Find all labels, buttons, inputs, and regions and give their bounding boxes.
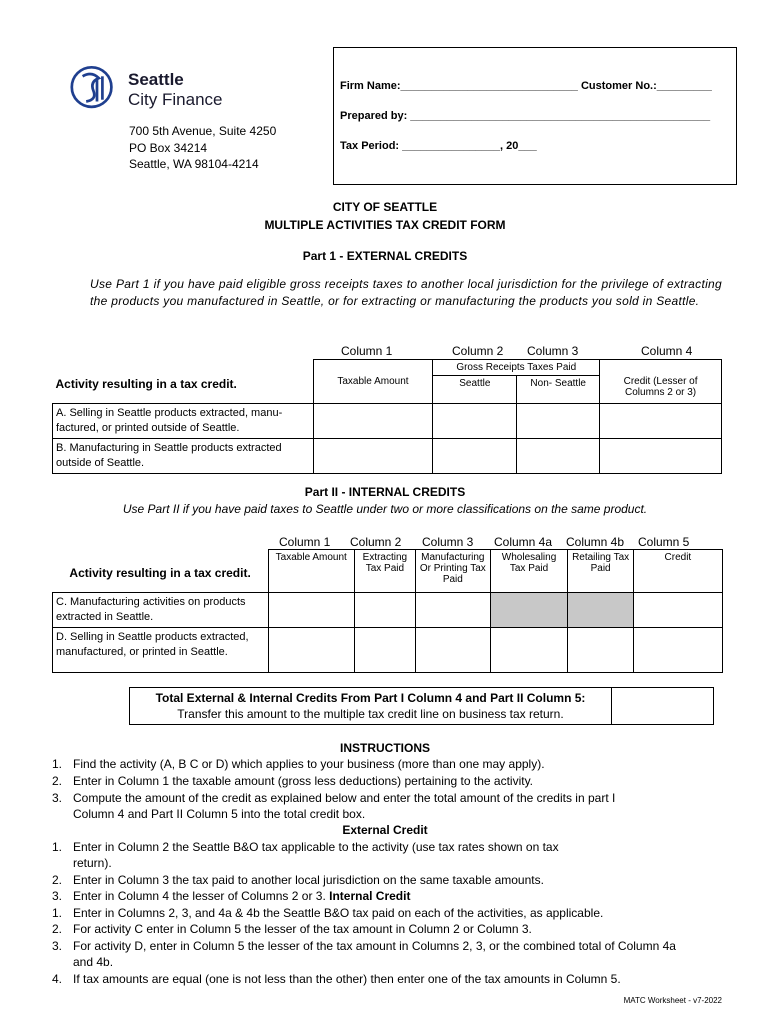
form-title-line1: CITY OF SEATTLE bbox=[332, 200, 438, 214]
form-title-line2: MULTIPLE ACTIVITIES TAX CREDIT FORM bbox=[264, 218, 506, 232]
p1-col1-label: Column 1 bbox=[341, 344, 393, 358]
instr-item-3-cont: Column 4 and Part II Column 5 into the total credit box. bbox=[73, 807, 366, 821]
p1-gross-receipts-header: Gross Receipts Taxes Paid bbox=[433, 360, 600, 376]
p1-col4-label: Column 4 bbox=[641, 344, 693, 358]
p1-row-a-col1[interactable] bbox=[313, 404, 433, 439]
int-item-3: 3. For activity D, enter in Column 5 the lesser of the tax amount in Columns 2, 3, or the combined total of Column 4a bbox=[52, 939, 676, 953]
p2-row-c-col5[interactable] bbox=[633, 593, 722, 628]
int-item-4: 4. If tax amounts are equal (one is not less than the other) then enter one of the tax amounts in Column 5. bbox=[52, 972, 621, 986]
p1-row-a-col4[interactable] bbox=[600, 404, 722, 439]
instructions-heading: INSTRUCTIONS bbox=[340, 741, 430, 755]
p1-row-b-col4[interactable] bbox=[600, 439, 722, 474]
ext-item-3: 3. Enter in Column 4 the lesser of Columns 2 or 3. Internal Credit bbox=[52, 889, 411, 903]
p2-row-d-label: D. Selling in Seattle products extracted, manufactured, or printed in Seattle. bbox=[53, 628, 269, 673]
p2-row-c-label: C. Manufacturing activities on products extracted in Seattle. bbox=[53, 593, 269, 628]
address-line-1: 700 5th Avenue, Suite 4250 bbox=[129, 124, 277, 138]
footer-version: MATC Worksheet - v7-2022 bbox=[623, 996, 722, 1005]
p2-col5-label: Column 5 bbox=[638, 535, 690, 549]
p2-col4a-label: Column 4a bbox=[494, 535, 553, 549]
int-item-1: 1. Enter in Columns 2, 3, and 4a & 4b the Seattle B&O tax paid on each of the activities, as applicable. bbox=[52, 906, 604, 920]
p2-row-d-col2[interactable] bbox=[354, 628, 415, 673]
p2-row-d-col3[interactable] bbox=[415, 628, 490, 673]
p2-row-c-col1[interactable] bbox=[268, 593, 354, 628]
external-credit-heading: External Credit bbox=[342, 823, 428, 837]
p2-col2-label: Column 2 bbox=[350, 535, 402, 549]
p1-credit-header: Credit (Lesser of Columns 2 or 3) bbox=[600, 360, 722, 404]
p1-col2-label: Column 2 bbox=[452, 344, 504, 358]
logo-title: Seattle bbox=[128, 70, 184, 89]
tax-period-field[interactable]: Tax Period: ________________, 20___ bbox=[340, 140, 537, 152]
p1-non-seattle-header: Non- Seattle bbox=[517, 376, 600, 404]
logo-subtitle: City Finance bbox=[128, 90, 223, 109]
prepared-by-field[interactable]: Prepared by: _________________________________________________ bbox=[340, 110, 711, 122]
p2-manufacturing-header: Manufacturing Or Printing Tax Paid bbox=[415, 550, 490, 593]
p2-col1-label: Column 1 bbox=[279, 535, 331, 549]
seattle-logo-icon bbox=[70, 64, 124, 112]
p2-row-c-col3[interactable] bbox=[415, 593, 490, 628]
p2-row-c-col4b-shaded bbox=[568, 593, 633, 628]
p1-row-b-col1[interactable] bbox=[313, 439, 433, 474]
p2-row-d-col4b[interactable] bbox=[568, 628, 633, 673]
ext-item-1: 1. Enter in Column 2 the Seattle B&O tax applicable to the activity (use tax rates shown on tax bbox=[52, 840, 559, 854]
p2-row-d-col4a[interactable] bbox=[490, 628, 568, 673]
p1-activity-header: Activity resulting in a tax credit. bbox=[55, 377, 237, 391]
p2-col3-label: Column 3 bbox=[422, 535, 474, 549]
p2-row-d-col5[interactable] bbox=[633, 628, 722, 673]
part1-intro: Use Part 1 if you have paid eligible gross receipts taxes to another local jurisdiction for the privilege of extracting the products you manufactured in Seattle, or for extracting or manufacturing the products you sold in Seattle. bbox=[90, 277, 722, 308]
p1-row-b-col3[interactable] bbox=[517, 439, 600, 474]
p2-wholesaling-header: Wholesaling Tax Paid bbox=[490, 550, 568, 593]
p1-row-a-label: A. Selling in Seattle products extracted, manu-factured, or printed outside of Seattle. bbox=[53, 404, 314, 439]
part1-table bbox=[52, 359, 722, 474]
ext-item-2: 2. Enter in Column 3 the tax paid to another local jurisdiction on the same taxable amounts. bbox=[52, 873, 544, 887]
part2-table bbox=[52, 549, 723, 673]
p1-col3-label: Column 3 bbox=[527, 344, 579, 358]
instr-item-3: 3. Compute the amount of the credit as explained below and enter the total amount of the credits in part I bbox=[52, 791, 616, 805]
p1-row-b-col2[interactable] bbox=[433, 439, 517, 474]
part1-heading: Part 1 - EXTERNAL CREDITS bbox=[302, 249, 468, 263]
p1-row-b-label: B. Manufacturing in Seattle products extracted outside of Seattle. bbox=[53, 439, 314, 474]
total-credit-input[interactable] bbox=[612, 688, 714, 725]
total-credits-box bbox=[129, 687, 714, 725]
p2-retailing-header: Retailing Tax Paid bbox=[568, 550, 633, 593]
total-line2: Transfer this amount to the multiple tax credit line on business tax return. bbox=[177, 707, 564, 721]
firm-name-field[interactable]: Firm Name:_____________________________ Customer No.:_________ bbox=[340, 80, 712, 92]
total-line1: Total External & Internal Credits From Part I Column 4 and Part II Column 5: bbox=[155, 691, 586, 705]
p2-row-c-col4a-shaded bbox=[490, 593, 568, 628]
p1-taxable-amount-header: Taxable Amount bbox=[313, 360, 433, 404]
p2-credit-header: Credit bbox=[633, 550, 722, 593]
ext-item-1-cont: return). bbox=[73, 856, 112, 870]
p1-row-a-col2[interactable] bbox=[433, 404, 517, 439]
address-line-3: Seattle, WA 98104-4214 bbox=[129, 157, 259, 171]
int-item-2: 2. For activity C enter in Column 5 the lesser of the tax amount in Column 2 or Column 3. bbox=[52, 922, 532, 936]
p2-col4b-label: Column 4b bbox=[566, 535, 625, 549]
part2-heading: Part II - INTERNAL CREDITS bbox=[304, 485, 466, 499]
part2-intro: Use Part II if you have paid taxes to Seattle under two or more classifications on the same product. bbox=[122, 502, 648, 516]
address-line-2: PO Box 34214 bbox=[129, 141, 208, 155]
instr-item-1: 1. Find the activity (A, B C or D) which applies to your business (more than one may apply). bbox=[52, 757, 545, 771]
p2-activity-header: Activity resulting in a tax credit. bbox=[69, 566, 251, 580]
p2-row-d-col1[interactable] bbox=[268, 628, 354, 673]
p2-extracting-header: Extracting Tax Paid bbox=[354, 550, 415, 593]
instr-item-2: 2. Enter in Column 1 the taxable amount (gross less deductions) pertaining to the activity. bbox=[52, 774, 534, 788]
p1-seattle-header: Seattle bbox=[433, 376, 517, 404]
int-item-3-cont: and 4b. bbox=[73, 955, 114, 969]
p2-row-c-col2[interactable] bbox=[354, 593, 415, 628]
internal-credit-heading: Internal Credit bbox=[329, 889, 411, 903]
p1-row-a-col3[interactable] bbox=[517, 404, 600, 439]
p2-taxable-amount-header: Taxable Amount bbox=[268, 550, 354, 593]
